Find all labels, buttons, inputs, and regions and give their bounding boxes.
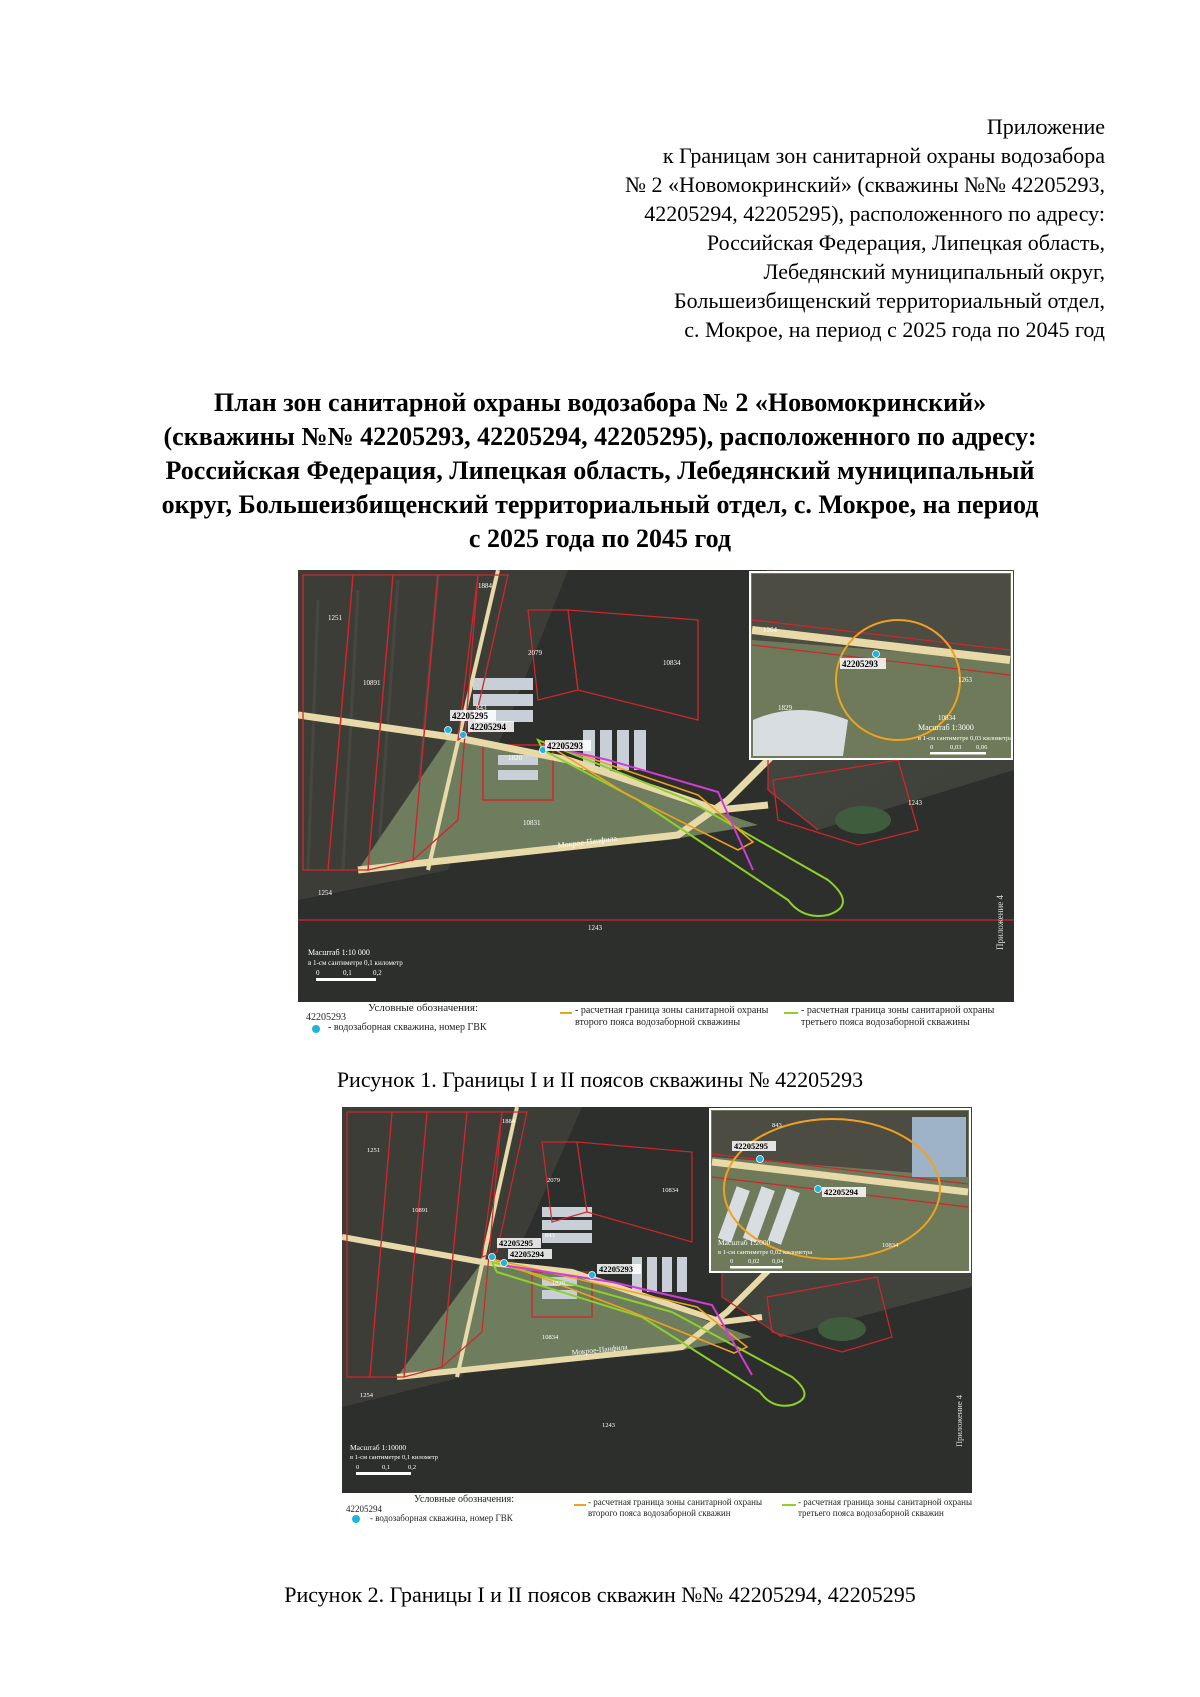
- scale-tick: 0,2: [408, 1464, 417, 1471]
- appendix-line: с. Мокрое, на период с 2025 года по 2045 год: [684, 317, 1105, 342]
- figure-1-legend: [298, 1002, 1014, 1042]
- inset-well-label: 42205293: [842, 659, 878, 669]
- title-line: Российская Федерация, Липецкая область, Лебедянский муниципальный: [165, 456, 1035, 485]
- scale-tick: 0,03: [950, 744, 962, 751]
- inset-scale-note: в 1-см сантиметре 0,03 километра: [918, 735, 1013, 742]
- appendix-line: к Границам зон санитарной охраны водозабора: [662, 143, 1105, 168]
- parcel-label: 1829: [778, 704, 792, 712]
- legend-green-text: третьего пояса водозаборной скважины: [801, 1017, 970, 1028]
- title-line: с 2025 года по 2045 год: [468, 524, 732, 553]
- figure-1-caption: Рисунок 1. Границы I и II поясов скважины № 42205293: [336, 1067, 864, 1092]
- legend-orange-text: второго пояса водозаборной скважины: [575, 1017, 741, 1028]
- legend-green-line-icon: [784, 1010, 798, 1016]
- side-label: Приложение 4: [995, 894, 1005, 950]
- legend-heading: Условные обозначения:: [414, 1494, 515, 1505]
- appendix-line: 42205294, 42205295), расположенного по адресу:: [644, 201, 1105, 226]
- scale-tick: 0,2: [373, 969, 382, 977]
- parcel-label: 10834: [938, 714, 956, 722]
- road-label: Мокрое-Панфила: [571, 1342, 628, 1357]
- parcel-label: 1243: [908, 799, 922, 807]
- legend-orange-text: второго пояса водозаборной скважин: [588, 1508, 731, 1518]
- appendix-line: Приложение: [986, 114, 1105, 139]
- parcel-label: 10834: [663, 659, 681, 667]
- legend-well-icon: [350, 1513, 362, 1525]
- title-line: (скважины №№ 42205293, 42205294, 42205295), расположенного по адресу:: [163, 422, 1037, 451]
- road-label: Мокрое-Панфила: [557, 833, 618, 850]
- scale-tick: 0,1: [343, 969, 352, 977]
- legend-orange-text: - расчетная граница зоны санитарной охраны: [588, 1497, 762, 1507]
- parcel-label: 1820: [552, 1280, 565, 1287]
- parcel-label: 1243: [588, 924, 602, 932]
- inset-map: [750, 572, 1012, 759]
- figure-1-map: [298, 570, 1014, 1002]
- well-label: 42205294: [510, 1249, 544, 1259]
- legend-well-text: - водозаборная скважина, номер ГВК: [370, 1513, 513, 1523]
- parcel-label: 1884: [478, 582, 492, 590]
- well-label: 42205293: [547, 741, 583, 751]
- parcel-label: 10831: [523, 819, 541, 827]
- inset-scale-title: Масштаб 1:3000: [918, 723, 974, 732]
- well-label: 42205293: [599, 1264, 633, 1274]
- legend-green-text: третьего пояса водозаборной скважин: [798, 1508, 944, 1518]
- page-title: [100, 386, 1100, 556]
- scale-tick: 0: [316, 969, 320, 977]
- parcel-label: 1251: [328, 614, 342, 622]
- legend-heading: Условные обозначения:: [368, 1002, 479, 1014]
- appendix-block: [485, 112, 1105, 344]
- parcel-label: 1884: [502, 1118, 515, 1125]
- parcel-label: 843: [545, 1232, 555, 1239]
- scale-bar: [730, 1266, 782, 1269]
- title-line: округ, Большеизбищенский территориальный отдел, с. Мокрое, на период: [161, 490, 1039, 519]
- scale-tick: 0,1: [382, 1464, 391, 1471]
- parcel-label: 843: [476, 704, 487, 712]
- appendix-line: № 2 «Новомокринский» (скважины №№ 42205293,: [624, 172, 1105, 197]
- scale-title: Масштаб 1:10 000: [308, 948, 370, 957]
- inset-map: [710, 1109, 970, 1272]
- figure-2-caption: Рисунок 2. Границы I и II поясов скважин №№ 42205294, 42205295: [284, 1582, 916, 1607]
- parcel-label: 1820: [508, 754, 522, 762]
- parcel-label: 10834: [882, 1242, 899, 1249]
- appendix-line: Российская Федерация, Липецкая область,: [706, 230, 1105, 255]
- legend-orange-text: - расчетная граница зоны санитарной охраны: [575, 1005, 769, 1016]
- side-label: Приложение 4: [954, 1395, 964, 1447]
- satellite-map-1: [298, 570, 1014, 1002]
- scale-note: в 1-см сантиметре 0,1 километр: [308, 959, 403, 967]
- inset-scale-title: Масштаб 1:2000: [718, 1238, 771, 1247]
- parcel-label: 2079: [528, 649, 542, 657]
- inset-scale-note: в 1-см сантиметре 0,02 километра: [718, 1249, 813, 1256]
- figure-2-legend: [342, 1494, 972, 1530]
- scale-tick: 0,06: [976, 744, 988, 751]
- legend-orange-line-icon: [560, 1010, 572, 1016]
- scale-tick: 0: [930, 744, 934, 751]
- parcel-label: 10891: [412, 1207, 429, 1214]
- parcel-label: 2079: [547, 1177, 560, 1184]
- title-line: План зон санитарной охраны водозабора № 2 «Новомокринский»: [213, 388, 987, 417]
- scale-bar: [930, 752, 986, 755]
- well-label: 42205295: [499, 1238, 533, 1248]
- scale-bar: [316, 978, 376, 981]
- parcel-label: 10891: [363, 679, 381, 687]
- figure-2-map: [342, 1107, 972, 1493]
- parcel-label: 843: [772, 1122, 782, 1129]
- appendix-line: Лебедянский муниципальный округ,: [763, 259, 1105, 284]
- appendix-line: Большеизбищенский территориальный отдел,: [674, 288, 1105, 313]
- well-label: 42205294: [470, 722, 506, 732]
- scale-note: в 1-см сантиметре 0,1 километр: [350, 1454, 438, 1461]
- scale-tick: 0,02: [748, 1258, 760, 1265]
- well-label: 42205295: [452, 711, 488, 721]
- scale-title: Масштаб 1:10000: [350, 1443, 407, 1452]
- legend-green-text: - расчетная граница зоны санитарной охраны: [801, 1005, 995, 1016]
- satellite-map-2: [342, 1107, 972, 1493]
- legend-orange-line-icon: [574, 1502, 586, 1508]
- legend-well-code: 42205293: [306, 1012, 346, 1023]
- legend-green-text: - расчетная граница зоны санитарной охраны: [798, 1497, 972, 1507]
- scale-bar: [356, 1472, 411, 1475]
- parcel-label: 1264: [763, 626, 777, 634]
- legend-well-code: 42205294: [346, 1504, 382, 1514]
- inset-well-label: 42205295: [734, 1141, 768, 1151]
- parcel-label: 1263: [958, 676, 972, 684]
- scale-tick: 0: [356, 1464, 360, 1471]
- parcel-label: 10834: [662, 1187, 679, 1194]
- legend-well-icon: [310, 1023, 322, 1035]
- parcel-label: 1243: [602, 1422, 615, 1429]
- parcel-label: 1254: [360, 1392, 373, 1399]
- scale-tick: 0,04: [772, 1258, 784, 1265]
- parcel-label: 10834: [542, 1334, 559, 1341]
- parcel-label: 1254: [318, 889, 332, 897]
- legend-green-line-icon: [782, 1502, 796, 1508]
- inset-well-label: 42205294: [824, 1187, 858, 1197]
- scale-tick: 0: [730, 1258, 734, 1265]
- parcel-label: 1251: [367, 1147, 380, 1154]
- legend-well-text: - водозаборная скважина, номер ГВК: [328, 1022, 487, 1033]
